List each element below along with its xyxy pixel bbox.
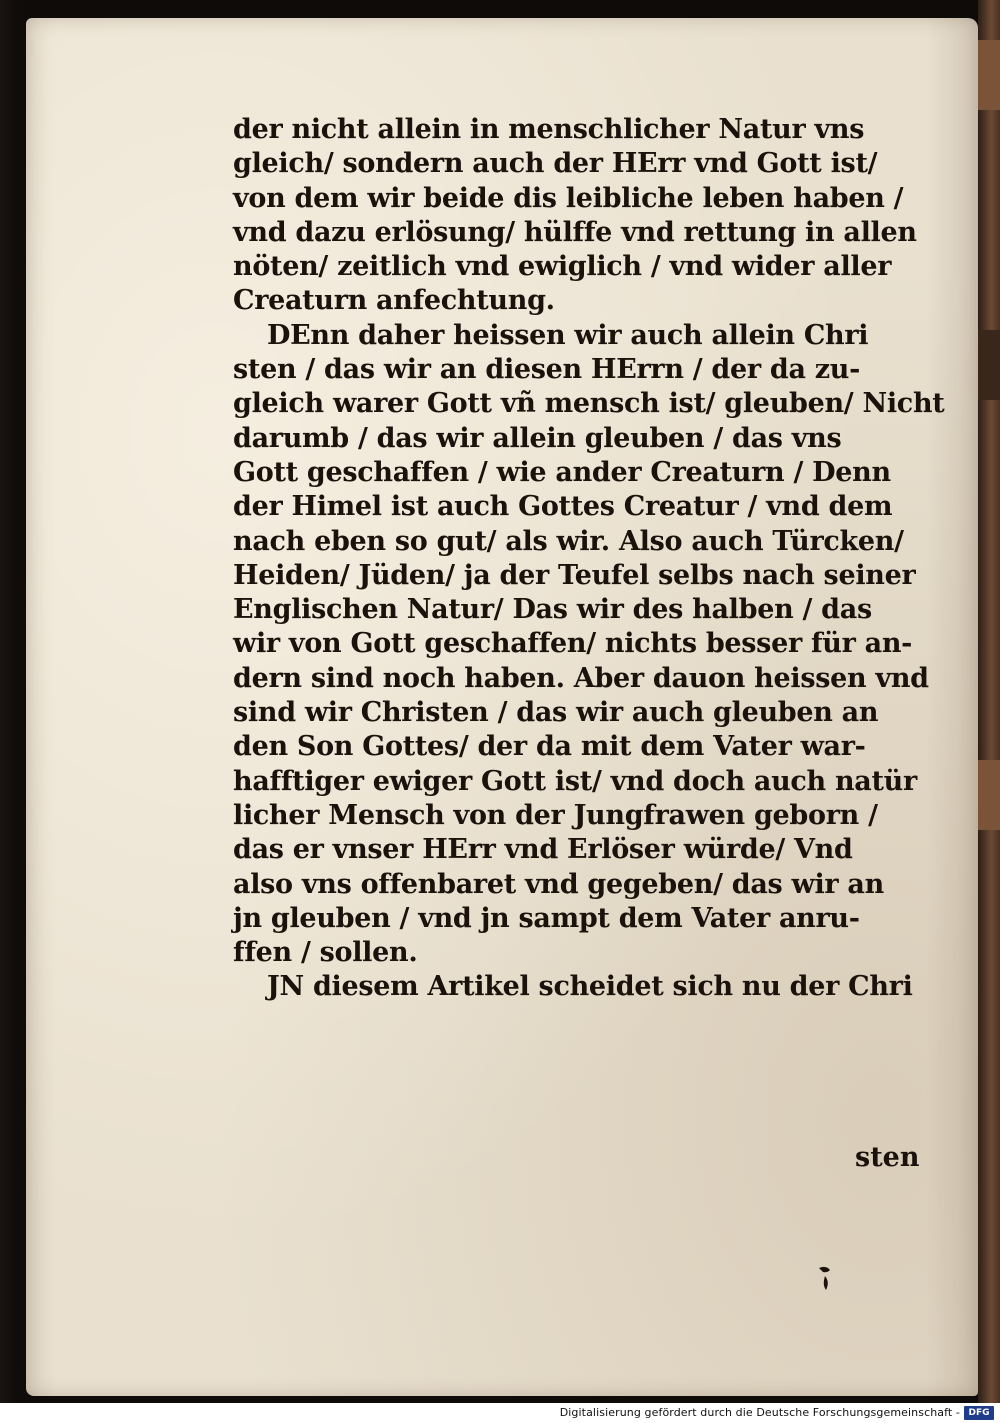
spine-tab — [978, 330, 1000, 400]
text-line: wir von Gott geschaffen/ nichts besser für an- — [233, 628, 913, 660]
catchword: sten — [855, 1142, 920, 1173]
text-line: Heiden/ Jüden/ ja der Teufel selbs nach seiner — [233, 559, 916, 591]
text-line: hafftiger ewiger Gott ist/ vnd doch auch natür — [233, 765, 917, 797]
book-spine-edge — [978, 0, 1000, 1403]
text-line: also vns offenbaret vnd gegeben/ das wir an — [233, 868, 884, 900]
text-line: dern sind noch haben. Aber dauon heissen vnd — [233, 662, 929, 694]
paragraph-start-line: DEnn daher heissen wir auch allein Chri — [267, 319, 869, 351]
text-line: gleich/ sondern auch der HErr vnd Gott ist/ — [233, 148, 878, 180]
page-text — [233, 113, 945, 1005]
text-line: vnd dazu erlösung/ hülffe vnd rettung in allen — [233, 216, 917, 248]
footer-credit: Digitalisierung gefördert durch die Deutsche Forschungsgemeinschaft - — [559, 1406, 960, 1419]
text-line: jn gleuben / vnd jn sampt dem Vater anru- — [233, 902, 860, 934]
text-line: nach eben so gut/ als wir. Also auch Türcken/ — [233, 525, 904, 557]
text-line: ffen / sollen. — [233, 937, 418, 969]
text-line: sten / das wir an diesen HErrn / der da zu- — [233, 354, 861, 386]
text-line: Gott geschaffen / wie ander Creaturn / Denn — [233, 456, 891, 488]
text-line: von dem wir beide dis leibliche leben haben / — [233, 182, 904, 214]
text-line: licher Mensch von der Jungfrawen geborn / — [233, 799, 878, 831]
footer-bar — [0, 1403, 1000, 1423]
spine-tab — [978, 760, 1000, 830]
text-line: Creaturn anfechtung. — [233, 285, 555, 317]
paragraph-start-line: JN diesem Artikel scheidet sich nu der Chri — [267, 971, 913, 1003]
spine-tab — [978, 40, 1000, 110]
text-line: der nicht allein in menschlicher Natur vns — [233, 114, 865, 145]
text-line: nöten/ zeitlich vnd ewiglich / vnd wider aller — [233, 251, 892, 283]
text-line: den Son Gottes/ der da mit dem Vater war- — [233, 731, 866, 763]
text-line: Englischen Natur/ Das wir des halben / das — [233, 594, 872, 626]
text-line: darumb / das wir allein gleuben / das vns — [233, 422, 842, 454]
dfg-logo: DFG — [964, 1406, 994, 1420]
text-line: der Himel ist auch Gottes Creatur / vnd dem — [233, 491, 893, 523]
text-line: gleich warer Gott vñ mensch ist/ gleuben/ Nicht — [233, 388, 945, 420]
text-line: sind wir Christen / das wir auch gleuben an — [233, 697, 879, 729]
ink-blot-mark — [816, 1264, 834, 1294]
text-line: das er vnser HErr vnd Erlöser würde/ Vnd — [233, 834, 853, 866]
